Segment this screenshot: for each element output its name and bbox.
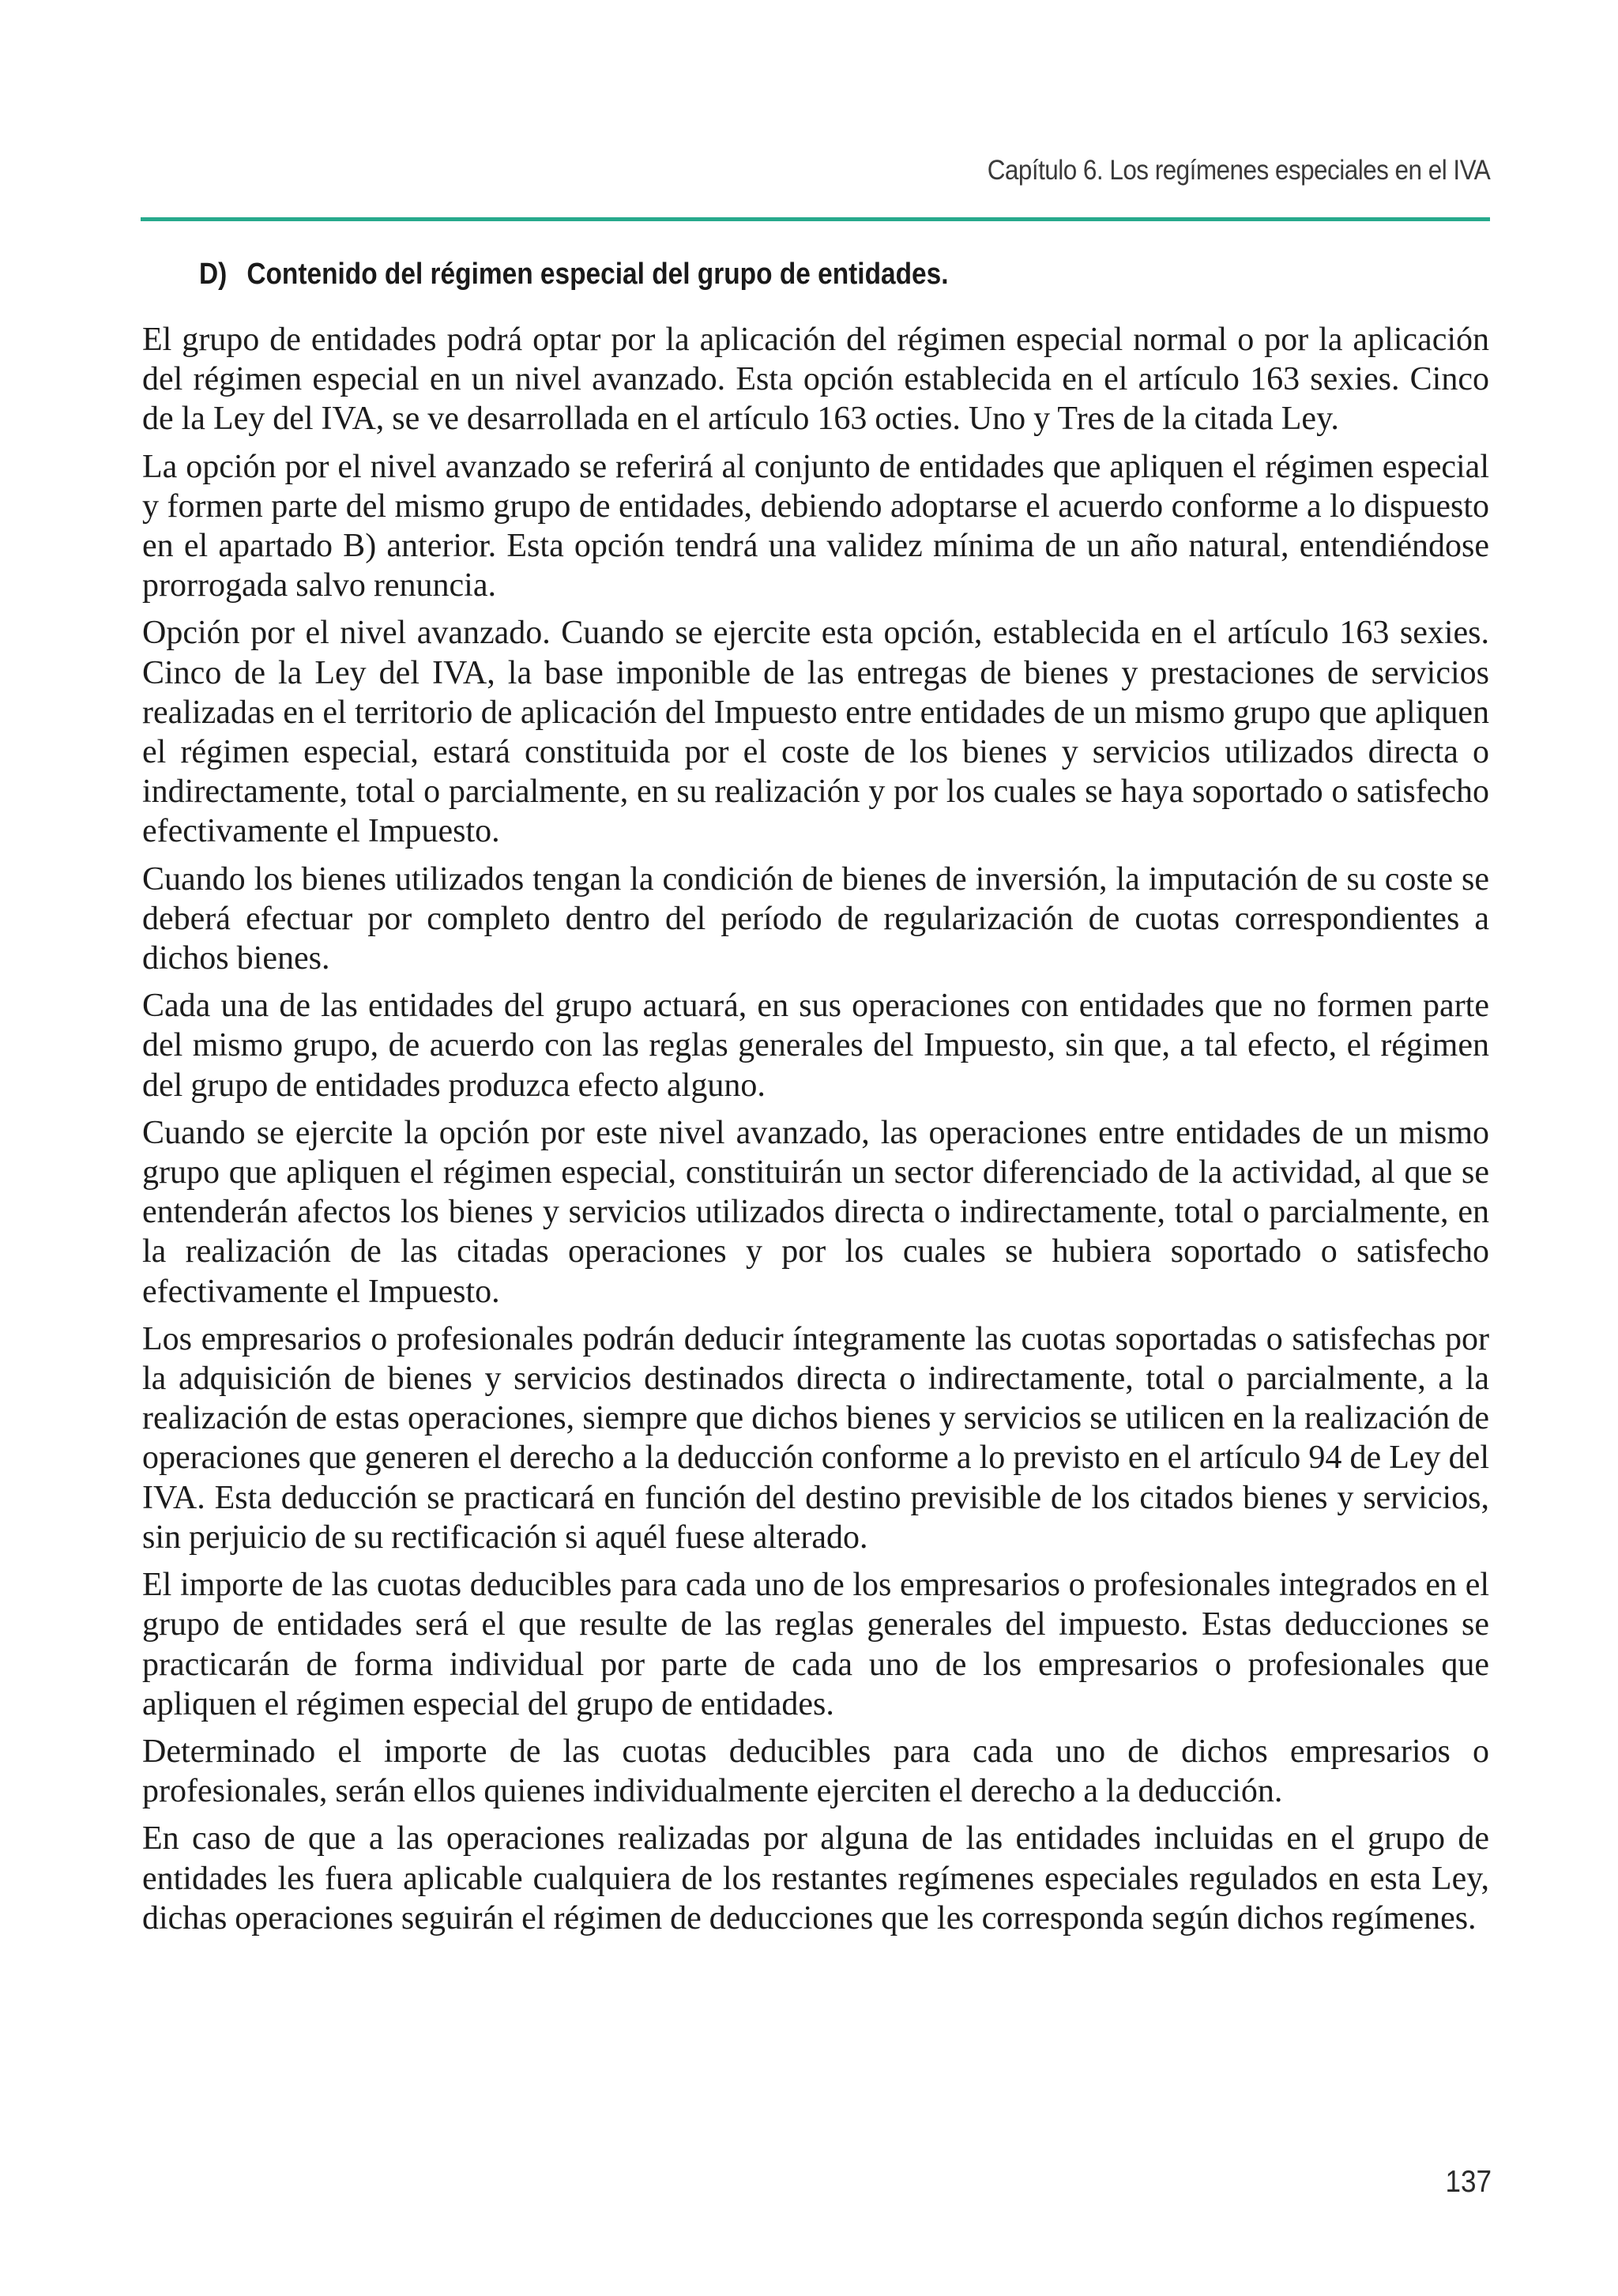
body-text xyxy=(142,320,1489,1946)
paragraph: Cuando los bienes utilizados tengan la condición de bienes de inversión, la imputación de su coste se deberá efectuar por completo dentro del período de regularización de cuotas correspondientes a dichos bienes. xyxy=(142,860,1489,977)
page-number: 137 xyxy=(1445,2165,1492,2199)
section-heading xyxy=(199,258,949,292)
paragraph: Cuando se ejercite la opción por este nivel avanzado, las operaciones entre entidades de un mismo grupo que apliquen el régimen especial, constituirán un sector diferenciado de la actividad, al que se entenderán afectos los bienes y servicios utilizados directa o indirectamente, total o parcialmente, en la realización de las citadas operaciones y por los cuales se hubiera soportado o satisfecho efectivamente el Impuesto. xyxy=(142,1114,1489,1310)
header-rule xyxy=(141,217,1490,221)
paragraph: Opción por el nivel avanzado. Cuando se ejercite esta opción, establecida en el artículo 163 sexies. Cinco de la Ley del IVA, la base imponible de las entregas de bienes y prestaciones de servicios realizadas en el territorio de aplicación del Impuesto entre entidades de un mismo grupo que apliquen el régimen especial, estará constituida por el coste de los bienes y servicios utilizados directa o indirectamente, total o parcialmente, en su realización y por los cuales se haya soportado o satisfecho efectivamente el Impuesto. xyxy=(142,615,1489,850)
paragraph: Cada una de las entidades del grupo actuará, en sus operaciones con entidades que no formen parte del mismo grupo, de acuerdo con las reglas generales del Impuesto, sin que, a tal efecto, el régimen del grupo de entidades produzca efecto alguno. xyxy=(142,988,1489,1104)
paragraph: Los empresarios o profesionales podrán deducir íntegramente las cuotas soportadas o satisfechas por la adquisición de bienes y servicios destinados directa o indirectamente, total o parcialmente, a la realización de estas operaciones, siempre que dichos bienes y servicios se utilicen en la realización de operaciones que generen el derecho a la deducción conforme a lo previsto en el artículo 94 de Ley del IVA. Esta deducción se practicará en función del destino previsible de los citados bienes y servicios, sin perjuicio de su rectificación si aquél fuese alterado. xyxy=(142,1320,1489,1556)
paragraph: La opción por el nivel avanzado se referirá al conjunto de entidades que apliquen el régimen especial y formen parte del mismo grupo de entidades, debiendo adoptarse el acuerdo conforme a lo dispuesto en el apartado B) anterior. Esta opción tendrá una validez mínima de un año natural, entendiéndose prorrogada salvo renuncia. xyxy=(142,448,1489,604)
section-label: D) xyxy=(199,258,228,291)
paragraph: El importe de las cuotas deducibles para cada uno de los empresarios o profesionales integrados en el grupo de entidades será el que resulte de las reglas generales del impuesto. Estas deducciones se practicarán de forma individual por parte de cada uno de los empresarios o profesionales que apliquen el régimen especial del grupo de entidades. xyxy=(142,1567,1489,1722)
paragraph: El grupo de entidades podrá optar por la aplicación del régimen especial normal o por la aplicación del régimen especial en un nivel avanzado. Esta opción establecida en el artículo 163 sexies. Cinco de la Ley del IVA, se ve desarrollada en el artículo 163 octies. Uno y Tres de la citada Ley. xyxy=(142,322,1489,438)
paragraph: En caso de que a las operaciones realizadas por alguna de las entidades incluidas en el grupo de entidades les fuera aplicable cualquiera de los restantes regímenes especiales regulados en esta Ley, dichas operaciones seguirán el régimen de deducciones que les corresponda según dichos regímenes. xyxy=(142,1820,1489,1937)
section-title: Contenido del régimen especial del grupo de entidades. xyxy=(246,258,949,291)
running-header: Capítulo 6. Los regímenes especiales en el IVA xyxy=(987,155,1490,186)
paragraph: Determinado el importe de las cuotas deducibles para cada uno de dichos empresarios o profesionales, serán ellos quienes individualmente ejerciten el derecho a la deducción. xyxy=(142,1733,1489,1810)
